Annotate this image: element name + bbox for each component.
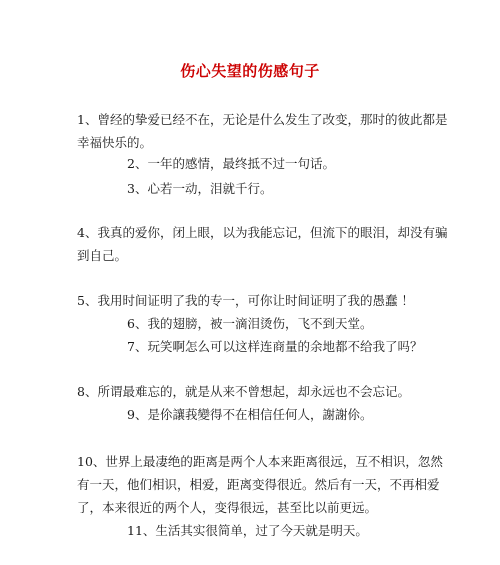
sentence-8 xyxy=(77,380,410,403)
sentence-11-line-1: 11、生活其实很简单，过了今天就是明天。 xyxy=(127,523,368,538)
sentence-6-line-1: 6、我的翅膀，被一滴泪烫伤，飞不到天堂。 xyxy=(127,316,373,331)
sentence-7 xyxy=(127,335,422,358)
sentence-1-line-1: 1、曾经的挚爱已经不在，无论是什么发生了改变，那时的彼此都是 xyxy=(77,112,448,127)
sentence-1-line-2: 幸福快乐的。 xyxy=(77,135,153,150)
sentence-9 xyxy=(127,403,372,426)
sentence-10 xyxy=(77,450,443,519)
sentence-8-line-1: 8、所谓最难忘的，就是从来不曾想起，却永远也不会忘记。 xyxy=(77,384,410,399)
sentence-4 xyxy=(77,221,447,267)
sentence-10-line-3: 了，本来很近的两个人，变得很远，甚至比以前更远。 xyxy=(77,500,378,515)
sentence-5 xyxy=(77,289,414,312)
sentence-7-line-1: 7、玩笑啊怎么可以这样连商量的余地都不给我了吗？ xyxy=(127,339,423,354)
sentence-10-line-2: 有一天，他们相识，相爱，距离变得很近。然后有一天，不再相爱 xyxy=(77,477,440,492)
sentence-10-line-1: 10、世界上最凄绝的距离是两个人本来距离很远，互不相识，忽然 xyxy=(77,454,443,469)
sentence-9-line-1: 9、是伱讓莪變得不在相信任何人，謝謝伱。 xyxy=(127,407,373,422)
sentence-5-line-1: 5、我用时间证明了我的专一，可你让时间证明了我的愚蠢 ！ xyxy=(77,293,414,308)
page-title: 伤心失望的伤感句子 xyxy=(180,62,320,80)
sentence-2-line-1: 2、一年的感情，最终抵不过一句话。 xyxy=(127,156,335,171)
sentence-4-line-1: 4、我真的爱你，闭上眼，以为我能忘记，但流下的眼泪，却没有骗 xyxy=(77,225,448,240)
sentence-6 xyxy=(127,312,372,335)
sentence-4-line-2: 到自己。 xyxy=(77,248,128,263)
sentence-3-line-1: 3、心若一动，泪就千行。 xyxy=(127,181,273,196)
sentence-3 xyxy=(127,177,272,200)
sentence-11 xyxy=(127,519,368,542)
sentence-2 xyxy=(127,152,335,175)
sentence-1 xyxy=(77,108,447,154)
